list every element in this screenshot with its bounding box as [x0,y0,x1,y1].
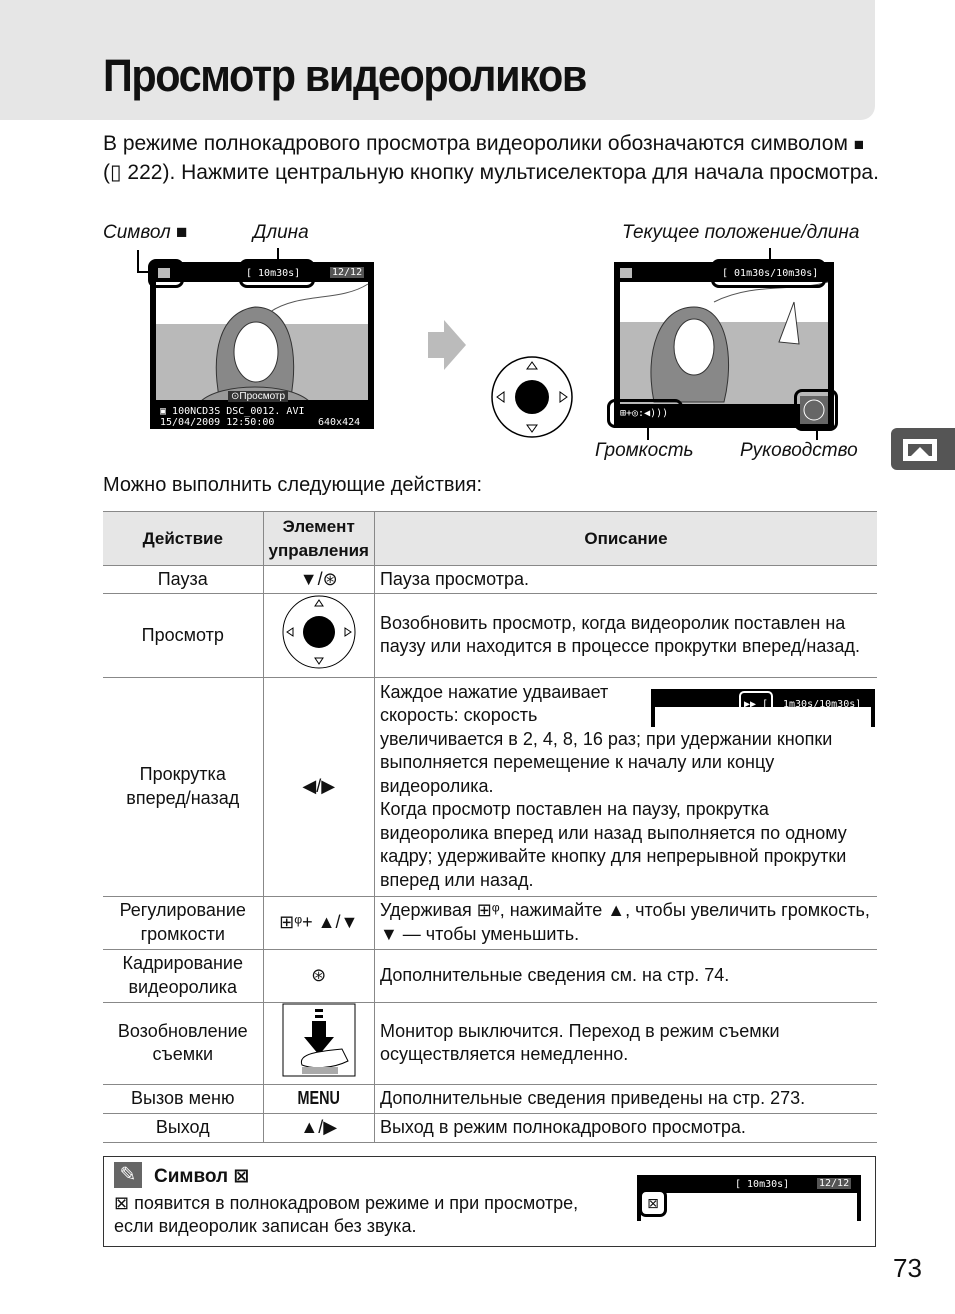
description-cell [374,677,877,896]
table-row [103,594,877,678]
note-title: Символ ⊠ [154,1166,250,1187]
volume-hint: ⊞+◎:◀))) [620,408,669,419]
play-prompt: ⊙Просмотр [228,391,288,402]
date-time: 15/04/2009 12:50:00 [160,417,275,428]
actions-table [103,511,877,1143]
note-box [103,1156,876,1247]
note-inset-screen: [ 10m30s] 12/12 ⊠ [637,1175,861,1221]
table-row [103,949,877,1002]
table-header [103,512,877,566]
description-text: Каждое нажатие удваивает скорость: скорость увеличивается в 2, 4, 8, 16 раз; при удержании кнопки выполняется перемещение к началу или концу видеоролика. [379,681,833,796]
description-cell: Выход в режим полнокадрового просмотра. [374,1113,877,1142]
control-cell: ▲/▶ [263,1113,374,1142]
action-cell: Кадрирование видеоролика [103,949,263,1002]
fast-forward-inset: ▶▶ [ 1m30s/10m30s] [651,689,875,727]
label-length: Длина [253,222,309,243]
silent-icon: ⊠ [114,1193,130,1213]
header-action: Действие [103,512,263,566]
table-row [103,1113,877,1142]
description-cell: Удерживая ⊞ᵠ, нажимайте ▲, чтобы увеличить громкость, ▼ — чтобы уменьшить. [374,896,877,949]
action-cell: Пауза [103,566,263,594]
label-guide: Руководство [740,440,858,461]
description-text: Когда просмотр поставлен на паузу, прокрутка видеоролика вперед или назад выполняется по одному кадру; удерживайте кнопку для непрерывной прокрутки вперед или назад. [379,799,847,890]
file-info: ▣ 100NCD3S DSC_0012. AVI [160,406,305,417]
intro-text: ( [103,161,110,184]
movie-icon [891,428,955,470]
highlight-symbol [148,259,184,288]
description-cell: Дополнительные сведения приведены на стр. 273. [374,1084,877,1113]
table-row [103,1002,877,1084]
intro-text: ). Нажмите центральную кнопку мультиселектора для начала просмотра. [162,161,879,184]
highlight-position [711,259,826,288]
action-cell: Прокрутка вперед/назад [103,677,263,896]
action-cell: Просмотр [103,594,263,678]
control-cell: ◀/▶ [263,677,374,896]
table-row [103,896,877,949]
action-cell: Возобновление съемки [103,1002,263,1084]
action-cell: Регулирование громкости [103,896,263,949]
table-row [103,1084,877,1113]
shutter-button-icon [282,1003,356,1077]
header-description: Описание [374,512,877,566]
control-cell: ⊞ᵠ+ ▲/▼ [263,896,374,949]
silent-icon: ⊠ [233,1166,250,1187]
description-cell: Возобновить просмотр, когда видеоролик поставлен на паузу или находится в процессе прокрутки вперед/назад. [374,594,877,678]
description-cell: Пауза просмотра. [374,566,877,594]
label-position: Текущее положение/длина [622,222,860,243]
table-row [103,566,877,594]
multi-selector-icon [281,594,357,670]
table-row [103,677,877,896]
action-cell: Выход [103,1113,263,1142]
highlight-volume [607,399,683,428]
section-tab-movie[interactable] [891,428,955,470]
multi-selector-icon [490,355,574,439]
action-cell: Вызов меню [103,1084,263,1113]
actions-subtitle: Можно выполнить следующие действия: [103,474,483,496]
header-control: Элемент управления [263,512,374,566]
page-ref: 222 [127,161,163,184]
frame-counter: 12/12 [332,267,363,278]
description-cell: Дополнительные сведения см. на стр. 74. [374,949,877,1002]
page-title: Просмотр видеороликов [103,50,586,101]
intro-paragraph [103,130,883,187]
silent-icon: ⊠ [639,1189,667,1217]
movie-icon: ■ [175,222,188,243]
highlight-guide [794,389,838,431]
book-icon: ▯ [110,161,122,184]
label-volume: Громкость [595,440,694,461]
control-cell: ▼/⊛ [263,566,374,594]
highlight-length [239,259,315,288]
description-cell: Монитор выключится. Переход в режим съемки осуществляется немедленно. [374,1002,877,1084]
control-cell: MENU [274,1084,363,1113]
position-readout: [ 01m30s/10m30s] [722,268,819,279]
page-number: 73 [893,1253,922,1283]
pencil-icon: ✎ [114,1162,142,1188]
intro-text: В режиме полнокадрового просмотра видеоролики обозначаются символом [103,132,848,155]
label-symbol: Символ ■ [103,222,188,243]
note-text: ⊠ появится в полнокадровом режиме и при просмотре, если видеоролик записан без звука. [114,1193,579,1236]
control-cell [263,594,374,678]
arrow-right-icon [428,320,468,370]
control-cell: ⊛ [263,949,374,1002]
control-cell [263,1002,374,1084]
movie-icon: ■ [853,135,865,154]
duration-readout: [ 10m30s] [246,268,301,279]
image-size: 640x424 [318,417,361,428]
